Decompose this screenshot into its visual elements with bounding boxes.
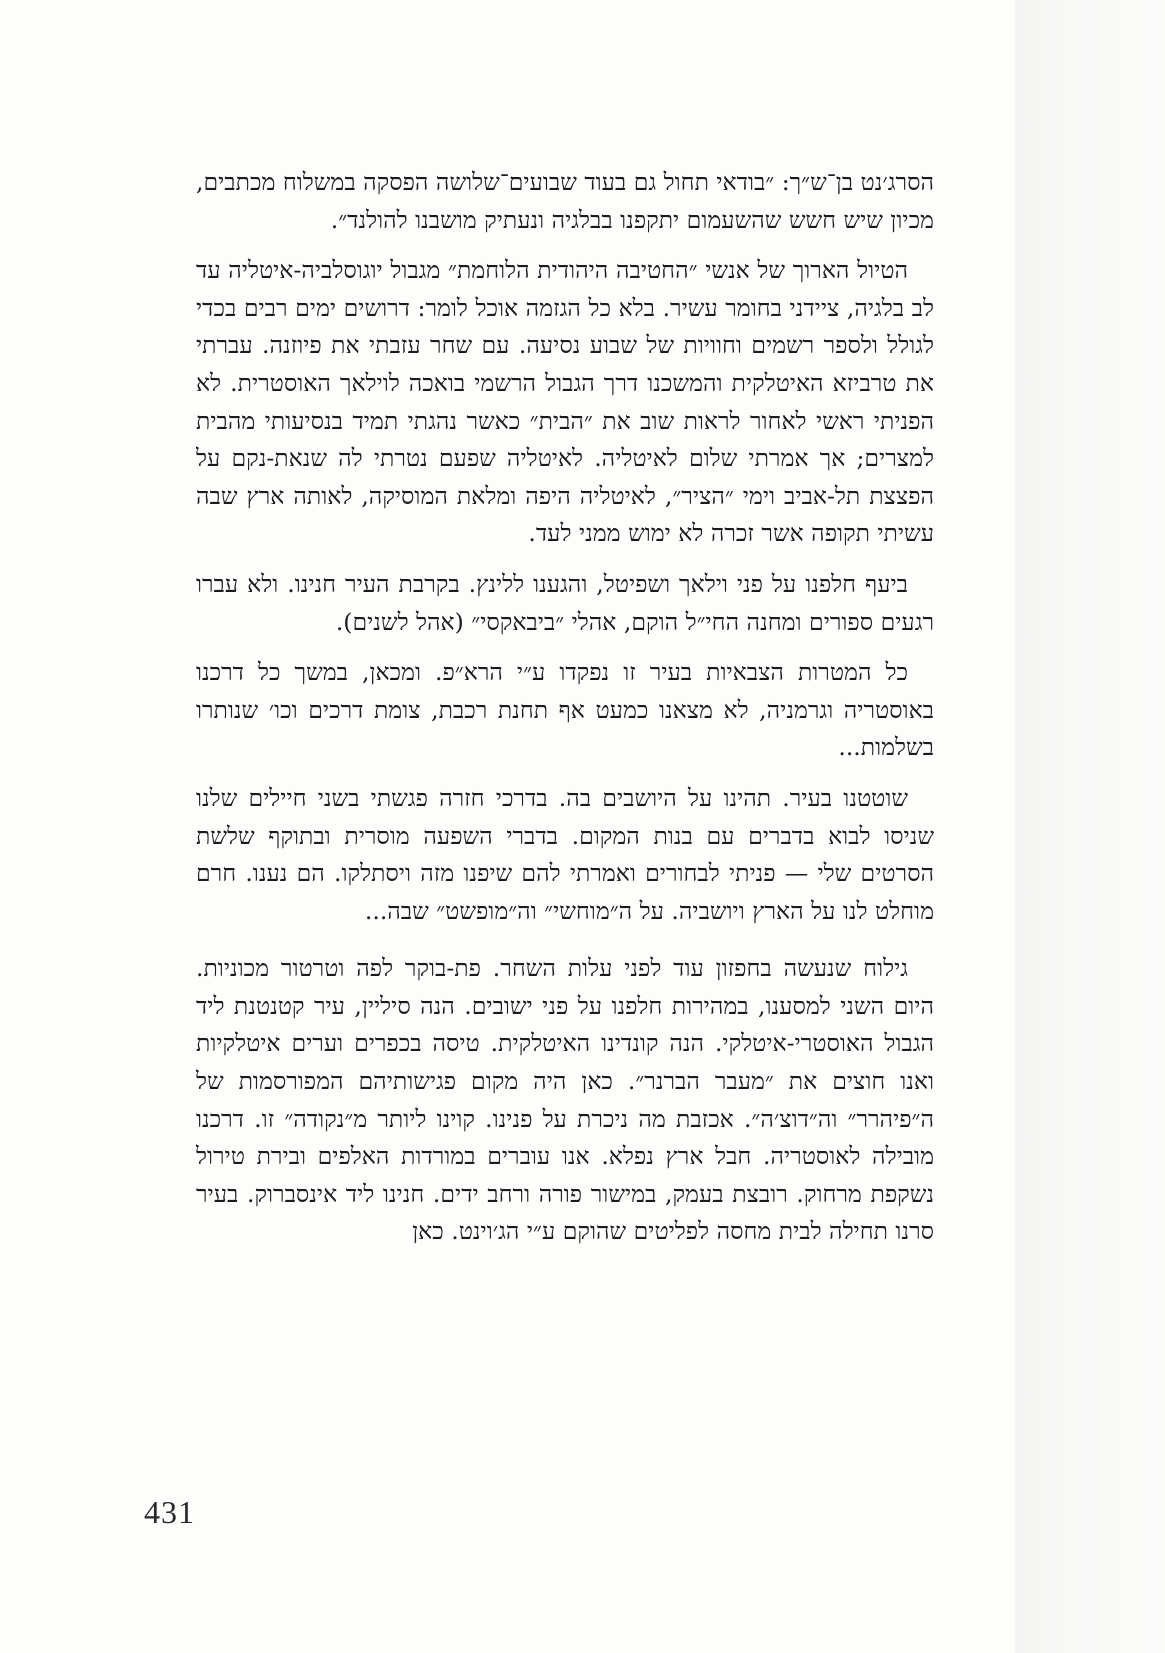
paragraph-3: ביעף חלפנו על פני וילאך ושפיטל, והגענו ללינץ. בקרבת העיר חנינו. ולא עברו רגעים ספורים ומחנה החי״ל הוקם, אהלי ״ביבאקסי״ (אהל לשנים). (196, 569, 934, 636)
paragraph-2: הטיול הארוך של אנשי ״החטיבה היהודית הלוחמת״ מגבול יוגוסלביה-איטליה עד לב בלגיה, ציידני בחומר עשיר. בלא כל הגזמה אוכל לומר: דרושים ימים רבים בכדי לגולל ולספר רשמים וחוויות של שבוע נסיעה. עם שחר עזבתי את פיוזנה. עברתי את טרביזא האיטלקית והמשכנו דרך הגבול הרשמי בואכה לוילאך האוסטרית. לא הפניתי ראשי לאחור לראות שוב את ״הבית״ כאשר נהגתי תמיד בנסיעותי מהבית למצרים; אך אמרתי שלום לאיטליה. לאיטליה שפעם נטרתי לה שנאת-נקם על הפצצת תל-אביב וימי ״הציר״, לאיטליה היפה ומלאת המוסיקה, לאותה ארץ שבה עשיתי תקופה אשר זכרה לא ימוש ממני לעד. (196, 256, 934, 548)
page-edge-shadow (1015, 0, 1165, 1653)
page-number: 431 (144, 1494, 195, 1530)
text-column (196, 164, 934, 1264)
paragraph-5: שוטטנו בעיר. תהינו על היושבים בה. בדרכי חזרה פגשתי בשני חיילים שלנו שניסו לבוא בדברים עם בנות המקום. בדברי השפעה מוסרית ובתוקף שלשת הסרטים שלי — פניתי לבחורים ואמרתי להם שיפנו מזה ויסתלקו. הם נענו. חרם מוחלט לנו על הארץ ויושביה. על ה״מוחשי״ וה״מופשט״ שבה... (196, 783, 934, 925)
paragraph-1: הסרג׳נט בן־ש״ך: ״בודאי תחול גם בעוד שבועים־שלושה הפסקה במשלוח מכתבים, מכיון שיש חשש שהשעמום יתקפנו בבלגיה ונעתיק מושבנו להולנד״. (196, 168, 934, 234)
paragraph-6: גילוח שנעשה בחפזון עוד לפני עלות השחר. פת-בוקר לפה וטרטור מכוניות. היום השני למסענו, במהירות חלפנו על פני ישובים. הנה סיליין, עיר קטנטנת ליד הגבול האוסטרי-איטלקי. הנה קונדינו האיטלקית. טיסה בכפרים וערים איטלקיות ואנו חוצים את ״מעבר הברנר״. כאן היה מקום פגישותיהם המפורסמות של ה״פיהרר״ וה״דוצ׳ה״. אכזבת מה ניכרת על פנינו. קוינו ליותר מ״נקודה״ זו. דרכנו מובילה לאוסטריה. חבל ארץ נפלא. אנו עוברים במורדות האלפים ובירת טירול נשקפת מרחוק. רובצת בעמק, במישור פורה ורחב ידים. חנינו ליד אינסברוק. בעיר סרנו תחילה לבית מחסה לפליטים שהוקם ע״י הג׳וינט. כאן (196, 954, 934, 1246)
paragraph-4: כל המטרות הצבאיות בעיר זו נפקדו ע״י הרא״פ. ומכאן, במשך כל דרכנו באוסטריה וגרמניה, לא מצאנו כמעט אף תחנת רכבת, צומת דרכים וכו׳ שנותרו בשלמות... (196, 658, 934, 762)
